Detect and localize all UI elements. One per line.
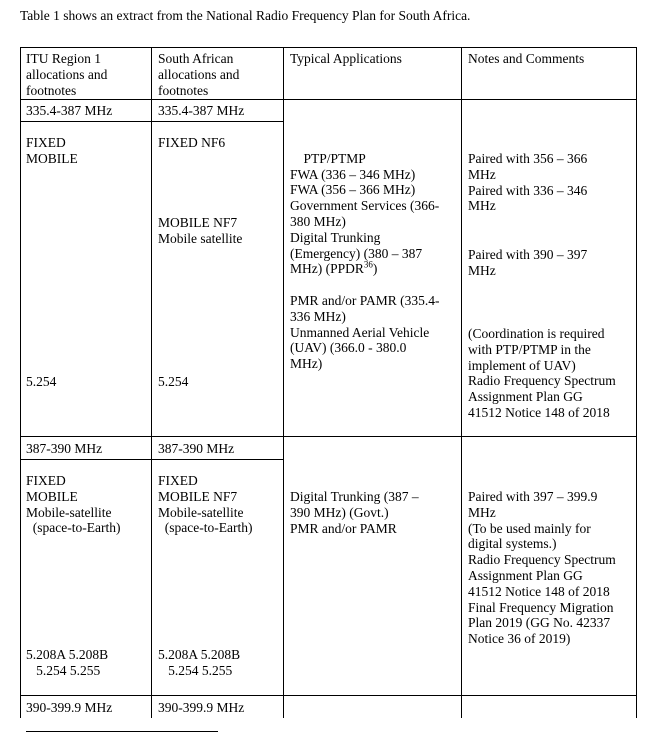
itu-services-387: FIXED MOBILE Mobile-satellite (space-to-Earth) [26, 473, 121, 536]
notes-387: Paired with 397 – 399.9 MHz (To be used mainly for digital systems.) Radio Frequency Spectrum Assignment Plan GG 41512 Notice 148 of 2018 Final Frequency Migration Plan 2019 (GG No. 42337 Notice 36 of 2019) [468, 489, 616, 647]
table-border-top [20, 47, 637, 48]
sa-fixed-335: FIXED NF6 [158, 135, 226, 150]
band-sa-387: 387-390 MHz [158, 441, 235, 456]
header-sa-allocations: South African allocations and footnotes [158, 51, 240, 98]
column-divider-2 [283, 47, 284, 718]
applications-text-335: PTP/PTMP FWA (336 – 346 MHz) FWA (356 – 366 MHz) Government Services (366- 380 MHz) Digital Trunking (Emergency) (380 – 387 MHz) (PPDR [290, 150, 440, 277]
header-typical-applications: Typical Applications [290, 51, 402, 66]
band-itu-387: 387-390 MHz [26, 441, 103, 456]
sa-services-387: FIXED MOBILE NF7 Mobile-satellite (space-to-Earth) [158, 473, 253, 536]
footnote-separator [26, 731, 218, 732]
band-itu-390: 390-399.9 MHz [26, 700, 113, 715]
notes-335-c: (Coordination is required with PTP/PTMP in the implement of UAV) Radio Frequency Spectrum Assignment Plan GG 41512 Notice 148 of 2018 [468, 326, 616, 420]
notes-335-a: Paired with 356 – 366 MHz Paired with 336 – 346 MHz [468, 151, 588, 214]
notes-335-b: Paired with 390 – 397 MHz [468, 247, 588, 278]
table-caption: Table 1 shows an extract from the National Radio Frequency Plan for South Africa. [20, 8, 471, 23]
table-border-right [636, 47, 637, 718]
table-border-left [20, 47, 21, 718]
sa-footnote-387: 5.208A 5.208B 5.254 5.255 [158, 647, 241, 678]
header-notes-comments: Notes and Comments [468, 51, 585, 66]
applications-text-335-cont: PMR and/or PAMR (335.4- 336 MHz) Unmanned Aerial Vehicle (UAV) (366.0 - 380.0 MHz) [290, 292, 440, 372]
sa-mobile-335: MOBILE NF7 Mobile satellite [158, 215, 243, 246]
itu-services-335: FIXED MOBILE [26, 135, 78, 166]
applications-335 [290, 135, 440, 404]
header-itu-region: ITU Region 1 allocations and footnotes [26, 51, 108, 98]
footnote-ref-36: 36 [363, 259, 373, 270]
column-divider-3 [461, 47, 462, 718]
column-divider-1 [151, 47, 152, 718]
itu-footnote-387: 5.208A 5.208B 5.254 5.255 [26, 647, 109, 678]
band-sa-390: 390-399.9 MHz [158, 700, 245, 715]
header-divider [20, 99, 637, 100]
band-underline-itu-1 [20, 121, 151, 122]
frequency-plan-table [20, 47, 636, 718]
row-divider-2 [20, 695, 637, 696]
band-sa-335: 335.4-387 MHz [158, 103, 245, 118]
ppdr-close: ) [372, 261, 378, 277]
band-underline-itu-2 [20, 459, 151, 460]
band-underline-sa-1 [151, 121, 283, 122]
sa-footnote-335: 5.254 [158, 374, 189, 389]
itu-footnote-335: 5.254 [26, 374, 57, 389]
band-underline-sa-2 [151, 459, 283, 460]
row-divider-1 [20, 436, 637, 437]
band-itu-335: 335.4-387 MHz [26, 103, 113, 118]
applications-387: Digital Trunking (387 – 390 MHz) (Govt.) PMR and/or PAMR [290, 489, 419, 536]
